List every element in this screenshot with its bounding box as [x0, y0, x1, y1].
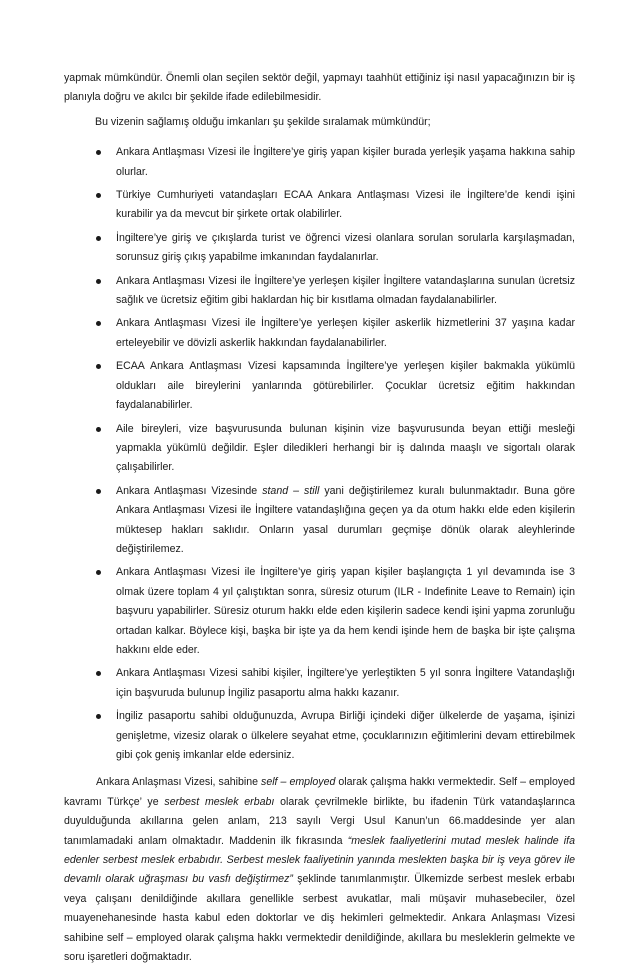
list-item: İngiltere’ye giriş ve çıkışlarda turist ve öğrenci vizesi olanlara sorulan sorularla karşılaşmadan, sorunsuz giriş çıkış yapabilme imkanından faydalanırlar.: [64, 229, 575, 268]
bullet-icon: [96, 489, 101, 494]
bullet-icon: [96, 364, 101, 369]
list-item: Ankara Antlaşması Vizesi ile İngiltere’ye yerleşen kişiler İngiltere vatandaşlarına sunulan ücretsiz sağlık ve ücretsiz eğitim gibi haklardan hiç bir kısıtlama olmadan faydalanabilirler.: [64, 272, 575, 311]
list-item: Ankara Antlaşması Vizesi sahibi kişiler, İngiltere’ye yerleştikten 5 yıl sonra İngiltere Vatandaşlığı için başvuruda bulunup İngiliz pasaportu alma hakkı kazanır.: [64, 664, 575, 703]
list-item: Ankara Antlaşması Vizesi ile İngiltere’ye giriş yapan kişiler başlangıçta 1 yıl devamında ise 3 olmak üzere toplam 4 yıl çalıştıktan sonra, süresiz oturum (ILR - Indefinite Leave to Remain) için başvuru yapabilirler. Süresiz oturum hakkı elde eden kişilerin sadece kendi işini yapma zorunluğu ortadan kalkar. Böylece kişi, başka bir işte ya da hem kendi işinde hem de başka bir işte çalışma hakkını elde eder.: [64, 563, 575, 660]
list-item: Türkiye Cumhuriyeti vatandaşları ECAA Ankara Antlaşması Vizesi ile İngiltere’de kendi işini kurabilir ya da mevcut bir şirkete ortak olabilirler.: [64, 186, 575, 225]
bullet-icon: [96, 671, 101, 676]
intro-paragraph: yapmak mümkündür. Önemli olan seçilen sektör değil, yapmayı taahhüt ettiğiniz işi nasıl yapacağınızın bir iş planıyla doğru ve akılcı bir şekilde ifade edilebilmesidir.: [64, 72, 575, 104]
list-lead-sentence: Bu vizenin sağlamış olduğu imkanları şu şekilde sıralamak mümkündür;: [95, 115, 431, 128]
emphasis-serbest-meslek: serbest meslek erbabı: [164, 795, 275, 808]
bullet-icon: [96, 714, 101, 719]
emphasis-stand-still: stand – still: [262, 484, 320, 497]
bullet-icon: [96, 193, 101, 198]
list-item: ECAA Ankara Antlaşması Vizesi kapsamında İngiltere’ye yerleşen kişiler bakmakla yükümlü oldukları aile bireylerini yanlarında götürebilirler. Çocuklar ücretsiz eğitim hakkından faydalanabilirler.: [64, 357, 575, 415]
list-item: Ankara Antlaşması Vizesi ile İngiltere’ye yerleşen kişiler askerlik hizmetlerini 37 yaşına kadar erteleyebilir ve dövizli askerlik hakkından faydalanabilirler.: [64, 314, 575, 353]
bullet-icon: [96, 427, 101, 432]
list-item: Ankara Antlaşması Vizesi ile İngiltere’ye giriş yapan kişiler burada yerleşik yaşama hakkına sahip olurlar.: [64, 143, 575, 182]
closing-paragraph: Ankara Anlaşması Vizesi, sahibine self – employed olarak çalışma hakkı vermektedir. Self – employed kavramı Türkçe’ ye serbest meslek erbabı olarak çevrilmekle birlikte, bu ifadenin Türk vatandaşlarınca duyulduğunda akıllarına gelen anlam, 213 sayılı Vergi Usul Kanun’un 66.maddesinde yer alan tanımlamadaki anlam olmaktadır. Maddenin ilk fıkrasında “meslek faaliyetlerini mutad meslek halinde ifa edenler serbest meslek erbabıdır. Serbest meslek faaliyetinin yanında meslekten başka bir iş veya görev ile devamlı olarak uğraşması bu vasfı değiştirmez” şeklinde tanımlanmıştır. Ülkemizde serbest meslek erbabı veya çalışanı denildiğinde akıllara genellikle serbest avukatlar, mali müşavir muhasebeciler, özel muayenehanesinde hasta kabul eden doktorlar ve diş hekimleri gelmektedir. Ankara Anlaşması Vizesi sahibine self – employed olarak çalışma hakkı vermektedir denildiğinde, akıllara bu mesleklerin gelmekte ve soru işaretleri doğmaktadır.: [64, 776, 575, 964]
list-item: Ankara Antlaşması Vizesinde stand – still yani değiştirilemez kuralı bulunmaktadır. Buna göre Ankara Antlaşması Vizesi ile İngiltere vatandaşlığına geçen ya da otum hakkı elde eden kişilerin müktesep hakları saklıdır. Onların yasal durumları geçmişe dönük olarak aleyhlerinde değiştirilemez.: [64, 482, 575, 560]
bullet-icon: [96, 570, 101, 575]
bullet-icon: [96, 150, 101, 155]
bullet-icon: [96, 279, 101, 284]
list-item: Aile bireyleri, vize başvurusunda bulunan kişinin vize başvurusunda beyan ettiği mesleği yapmakla yükümlü değildir. Eşler diledikleri herhangi bir iş dalında maaşlı ve sigortalı olarak çalışabilirler.: [64, 420, 575, 478]
emphasis-self-employed: self – employed: [261, 776, 336, 789]
bullet-icon: [96, 236, 101, 241]
emphasis-law-quote: “meslek faaliyetlerini mutad meslek halinde ifa edenler serbest meslek erbabıdır. Serbest meslek faaliyetinin yanında meslekten başka bir iş veya görev ile devamlı olarak uğraşması bu vasfı değiştirmez”: [64, 834, 575, 886]
benefits-list: [64, 143, 575, 765]
list-item: İngiliz pasaportu sahibi olduğunuzda, Avrupa Birliği içindeki diğer ülkelerde de yaşama, işinizi genişletme, vizesiz olarak o ülkelere seyahat etme, çocuklarınızın eğitimlerini devam ettirebilmek gibi çok geniş imkanlar elde edersiniz.: [64, 707, 575, 765]
bullet-icon: [96, 321, 101, 326]
